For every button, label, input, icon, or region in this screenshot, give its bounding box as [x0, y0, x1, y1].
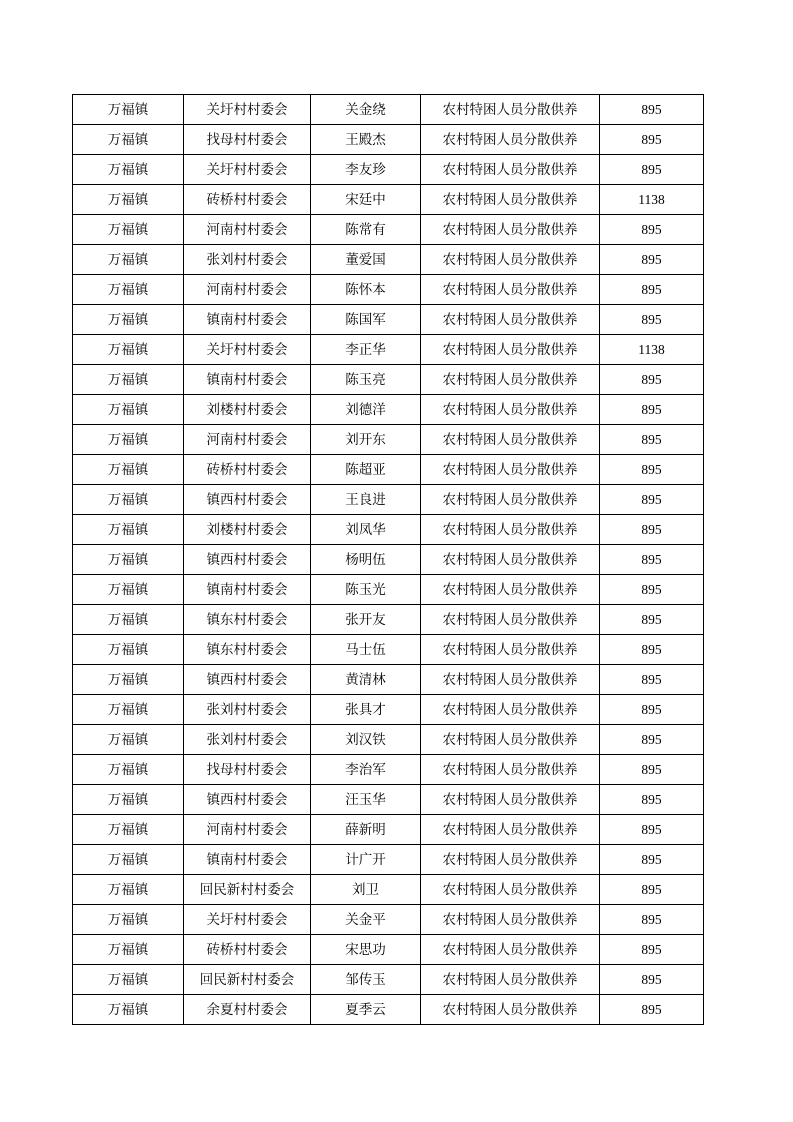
category-cell: 农村特困人员分散供养 [421, 515, 600, 545]
village-cell: 镇西村村委会 [184, 485, 311, 515]
table-row [73, 215, 704, 245]
amount-cell: 895 [600, 785, 704, 815]
category-cell: 农村特困人员分散供养 [421, 905, 600, 935]
village-cell: 回民新村村委会 [184, 875, 311, 905]
amount-cell: 895 [600, 515, 704, 545]
amount-cell: 895 [600, 875, 704, 905]
amount-cell: 895 [600, 965, 704, 995]
town-cell: 万福镇 [73, 785, 184, 815]
name-cell: 杨明伍 [311, 545, 421, 575]
category-cell: 农村特困人员分散供养 [421, 665, 600, 695]
name-cell: 陈常有 [311, 215, 421, 245]
category-cell: 农村特困人员分散供养 [421, 365, 600, 395]
category-cell: 农村特困人员分散供养 [421, 455, 600, 485]
town-cell: 万福镇 [73, 245, 184, 275]
amount-cell: 895 [600, 635, 704, 665]
category-cell: 农村特困人员分散供养 [421, 245, 600, 275]
category-cell: 农村特困人员分散供养 [421, 485, 600, 515]
table-row [73, 155, 704, 185]
table-row [73, 305, 704, 335]
name-cell: 张具才 [311, 695, 421, 725]
village-cell: 关圩村村委会 [184, 335, 311, 365]
table-row [73, 125, 704, 155]
table-row [73, 755, 704, 785]
name-cell: 汪玉华 [311, 785, 421, 815]
village-cell: 河南村村委会 [184, 815, 311, 845]
town-cell: 万福镇 [73, 365, 184, 395]
name-cell: 马士伍 [311, 635, 421, 665]
village-cell: 关圩村村委会 [184, 95, 311, 125]
name-cell: 薛新明 [311, 815, 421, 845]
table-row [73, 695, 704, 725]
name-cell: 张开友 [311, 605, 421, 635]
category-cell: 农村特困人员分散供养 [421, 95, 600, 125]
village-cell: 关圩村村委会 [184, 905, 311, 935]
category-cell: 农村特困人员分散供养 [421, 785, 600, 815]
amount-cell: 895 [600, 425, 704, 455]
name-cell: 陈国军 [311, 305, 421, 335]
amount-cell: 895 [600, 485, 704, 515]
category-cell: 农村特困人员分散供养 [421, 305, 600, 335]
category-cell: 农村特困人员分散供养 [421, 695, 600, 725]
town-cell: 万福镇 [73, 875, 184, 905]
amount-cell: 895 [600, 275, 704, 305]
amount-cell: 895 [600, 155, 704, 185]
town-cell: 万福镇 [73, 515, 184, 545]
category-cell: 农村特困人员分散供养 [421, 725, 600, 755]
category-cell: 农村特困人员分散供养 [421, 605, 600, 635]
table-row [73, 725, 704, 755]
category-cell: 农村特困人员分散供养 [421, 935, 600, 965]
town-cell: 万福镇 [73, 695, 184, 725]
village-cell: 镇南村村委会 [184, 305, 311, 335]
name-cell: 陈怀本 [311, 275, 421, 305]
name-cell: 夏季云 [311, 995, 421, 1025]
town-cell: 万福镇 [73, 455, 184, 485]
town-cell: 万福镇 [73, 485, 184, 515]
village-cell: 河南村村委会 [184, 215, 311, 245]
table-row [73, 935, 704, 965]
town-cell: 万福镇 [73, 755, 184, 785]
amount-cell: 895 [600, 905, 704, 935]
town-cell: 万福镇 [73, 635, 184, 665]
table-row [73, 665, 704, 695]
table-row [73, 365, 704, 395]
name-cell: 刘开东 [311, 425, 421, 455]
amount-cell: 895 [600, 725, 704, 755]
table-row [73, 875, 704, 905]
table-body [73, 95, 704, 1025]
village-cell: 砖桥村村委会 [184, 455, 311, 485]
name-cell: 李友珍 [311, 155, 421, 185]
relief-recipients-table [72, 94, 704, 1025]
amount-cell: 1138 [600, 185, 704, 215]
town-cell: 万福镇 [73, 605, 184, 635]
village-cell: 关圩村村委会 [184, 155, 311, 185]
amount-cell: 895 [600, 605, 704, 635]
name-cell: 刘卫 [311, 875, 421, 905]
amount-cell: 895 [600, 545, 704, 575]
name-cell: 李正华 [311, 335, 421, 365]
town-cell: 万福镇 [73, 125, 184, 155]
table-row [73, 485, 704, 515]
name-cell: 邹传玉 [311, 965, 421, 995]
village-cell: 镇南村村委会 [184, 575, 311, 605]
name-cell: 王殿杰 [311, 125, 421, 155]
village-cell: 余夏村村委会 [184, 995, 311, 1025]
village-cell: 镇南村村委会 [184, 845, 311, 875]
category-cell: 农村特困人员分散供养 [421, 575, 600, 605]
category-cell: 农村特困人员分散供养 [421, 815, 600, 845]
amount-cell: 895 [600, 95, 704, 125]
town-cell: 万福镇 [73, 425, 184, 455]
town-cell: 万福镇 [73, 215, 184, 245]
table-row [73, 575, 704, 605]
amount-cell: 895 [600, 695, 704, 725]
table-row [73, 275, 704, 305]
table-row [73, 335, 704, 365]
name-cell: 陈玉亮 [311, 365, 421, 395]
village-cell: 镇南村村委会 [184, 365, 311, 395]
table-row [73, 815, 704, 845]
table-row [73, 455, 704, 485]
amount-cell: 895 [600, 215, 704, 245]
village-cell: 回民新村村委会 [184, 965, 311, 995]
town-cell: 万福镇 [73, 305, 184, 335]
name-cell: 王良进 [311, 485, 421, 515]
town-cell: 万福镇 [73, 845, 184, 875]
amount-cell: 895 [600, 305, 704, 335]
name-cell: 刘德洋 [311, 395, 421, 425]
name-cell: 黄清林 [311, 665, 421, 695]
village-cell: 河南村村委会 [184, 425, 311, 455]
town-cell: 万福镇 [73, 335, 184, 365]
category-cell: 农村特困人员分散供养 [421, 215, 600, 245]
village-cell: 镇西村村委会 [184, 545, 311, 575]
village-cell: 砖桥村村委会 [184, 185, 311, 215]
village-cell: 找母村村委会 [184, 125, 311, 155]
table-row [73, 785, 704, 815]
village-cell: 张刘村村委会 [184, 695, 311, 725]
village-cell: 找母村村委会 [184, 755, 311, 785]
category-cell: 农村特困人员分散供养 [421, 845, 600, 875]
table-row [73, 995, 704, 1025]
amount-cell: 895 [600, 245, 704, 275]
village-cell: 镇东村村委会 [184, 605, 311, 635]
town-cell: 万福镇 [73, 545, 184, 575]
village-cell: 镇西村村委会 [184, 785, 311, 815]
amount-cell: 895 [600, 845, 704, 875]
village-cell: 刘楼村村委会 [184, 395, 311, 425]
town-cell: 万福镇 [73, 155, 184, 185]
village-cell: 刘楼村村委会 [184, 515, 311, 545]
category-cell: 农村特困人员分散供养 [421, 545, 600, 575]
village-cell: 镇西村村委会 [184, 665, 311, 695]
town-cell: 万福镇 [73, 185, 184, 215]
category-cell: 农村特困人员分散供养 [421, 875, 600, 905]
table-row [73, 515, 704, 545]
amount-cell: 895 [600, 575, 704, 605]
town-cell: 万福镇 [73, 395, 184, 425]
amount-cell: 895 [600, 755, 704, 785]
category-cell: 农村特困人员分散供养 [421, 995, 600, 1025]
category-cell: 农村特困人员分散供养 [421, 275, 600, 305]
table-row [73, 545, 704, 575]
town-cell: 万福镇 [73, 575, 184, 605]
amount-cell: 895 [600, 815, 704, 845]
name-cell: 李治军 [311, 755, 421, 785]
category-cell: 农村特困人员分散供养 [421, 755, 600, 785]
table-row [73, 245, 704, 275]
name-cell: 关金绕 [311, 95, 421, 125]
town-cell: 万福镇 [73, 665, 184, 695]
town-cell: 万福镇 [73, 905, 184, 935]
town-cell: 万福镇 [73, 275, 184, 305]
town-cell: 万福镇 [73, 95, 184, 125]
category-cell: 农村特困人员分散供养 [421, 155, 600, 185]
category-cell: 农村特困人员分散供养 [421, 125, 600, 155]
town-cell: 万福镇 [73, 935, 184, 965]
village-cell: 镇东村村委会 [184, 635, 311, 665]
name-cell: 宋廷中 [311, 185, 421, 215]
category-cell: 农村特困人员分散供养 [421, 395, 600, 425]
amount-cell: 895 [600, 935, 704, 965]
name-cell: 董爱国 [311, 245, 421, 275]
town-cell: 万福镇 [73, 725, 184, 755]
amount-cell: 895 [600, 455, 704, 485]
name-cell: 刘汉铁 [311, 725, 421, 755]
relief-table-wrapper [72, 94, 704, 1025]
name-cell: 陈玉光 [311, 575, 421, 605]
category-cell: 农村特困人员分散供养 [421, 185, 600, 215]
category-cell: 农村特困人员分散供养 [421, 965, 600, 995]
town-cell: 万福镇 [73, 815, 184, 845]
name-cell: 刘凤华 [311, 515, 421, 545]
table-row [73, 425, 704, 455]
category-cell: 农村特困人员分散供养 [421, 425, 600, 455]
amount-cell: 895 [600, 995, 704, 1025]
table-row [73, 905, 704, 935]
table-row [73, 635, 704, 665]
name-cell: 陈超亚 [311, 455, 421, 485]
amount-cell: 895 [600, 125, 704, 155]
town-cell: 万福镇 [73, 995, 184, 1025]
name-cell: 关金平 [311, 905, 421, 935]
village-cell: 砖桥村村委会 [184, 935, 311, 965]
table-row [73, 965, 704, 995]
village-cell: 张刘村村委会 [184, 725, 311, 755]
table-row [73, 185, 704, 215]
category-cell: 农村特困人员分散供养 [421, 335, 600, 365]
amount-cell: 895 [600, 395, 704, 425]
table-row [73, 395, 704, 425]
category-cell: 农村特困人员分散供养 [421, 635, 600, 665]
table-row [73, 95, 704, 125]
amount-cell: 1138 [600, 335, 704, 365]
village-cell: 河南村村委会 [184, 275, 311, 305]
name-cell: 宋思功 [311, 935, 421, 965]
table-row [73, 845, 704, 875]
amount-cell: 895 [600, 665, 704, 695]
table-row [73, 605, 704, 635]
town-cell: 万福镇 [73, 965, 184, 995]
village-cell: 张刘村村委会 [184, 245, 311, 275]
amount-cell: 895 [600, 365, 704, 395]
name-cell: 计广开 [311, 845, 421, 875]
